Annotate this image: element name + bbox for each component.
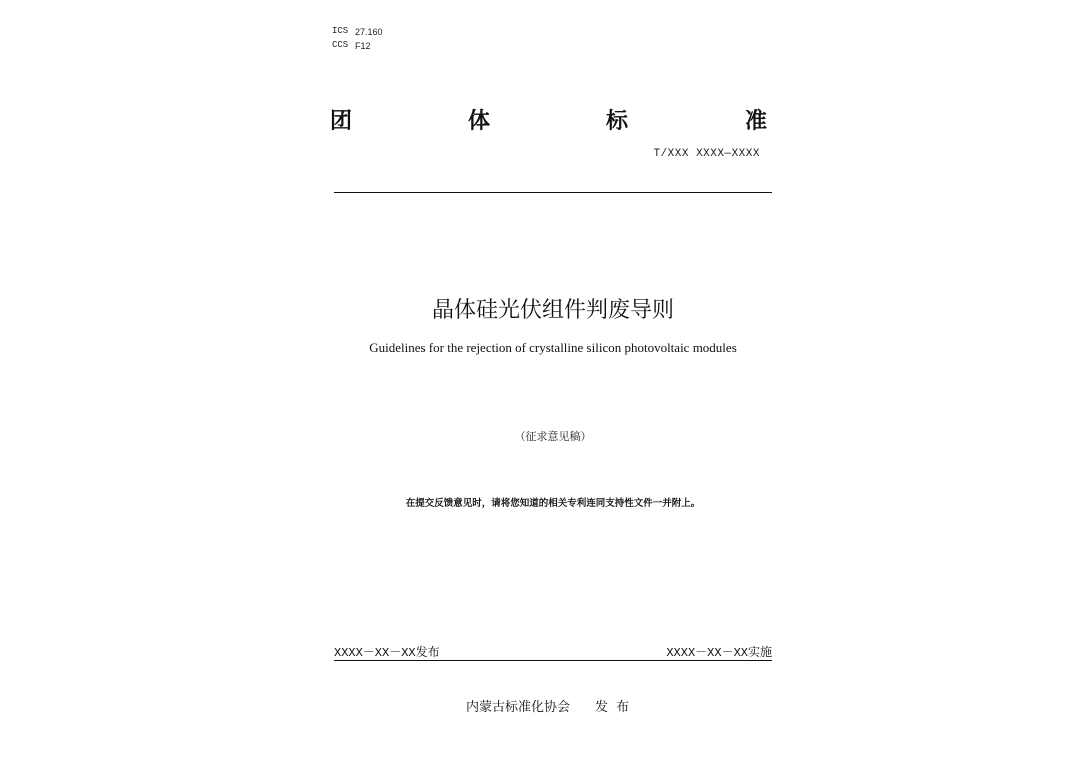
standard-type-char-1: 团 <box>330 109 353 134</box>
title-english: Guidelines for the rejection of crystalline silicon photovoltaic modules <box>369 340 737 355</box>
ccs-value: F12 <box>355 41 371 51</box>
implement-date: XXXX－XX－XX <box>666 646 748 660</box>
footer-divider <box>334 660 772 661</box>
standard-type-char-2: 体 <box>468 109 491 134</box>
draft-status: （征求意见稿） <box>514 430 592 443</box>
publish-label: 发布 <box>415 645 440 659</box>
standard-type-char-3: 标 <box>606 109 629 134</box>
ccs-label: CCS <box>332 40 349 50</box>
patent-notice: 在提交反馈意见时，请将您知道的相关专利连同支持性文件一并附上。 <box>405 498 701 509</box>
standard-number: T/XXX XXXX—XXXX <box>653 148 760 160</box>
header-divider <box>334 192 772 193</box>
implement-date-line <box>666 643 772 660</box>
ics-value: 27.160 <box>355 27 383 37</box>
implement-label: 实施 <box>747 645 772 659</box>
publisher-name: 内蒙古标准化协会 <box>466 700 571 715</box>
publish-date-line <box>334 643 440 660</box>
publisher-action: 发 布 <box>595 700 630 715</box>
ics-label: ICS <box>332 26 349 36</box>
standard-type-char-4: 准 <box>745 109 768 134</box>
title-chinese: 晶体硅光伏组件判废导则 <box>431 298 674 323</box>
publish-date: XXXX－XX－XX <box>334 646 416 660</box>
